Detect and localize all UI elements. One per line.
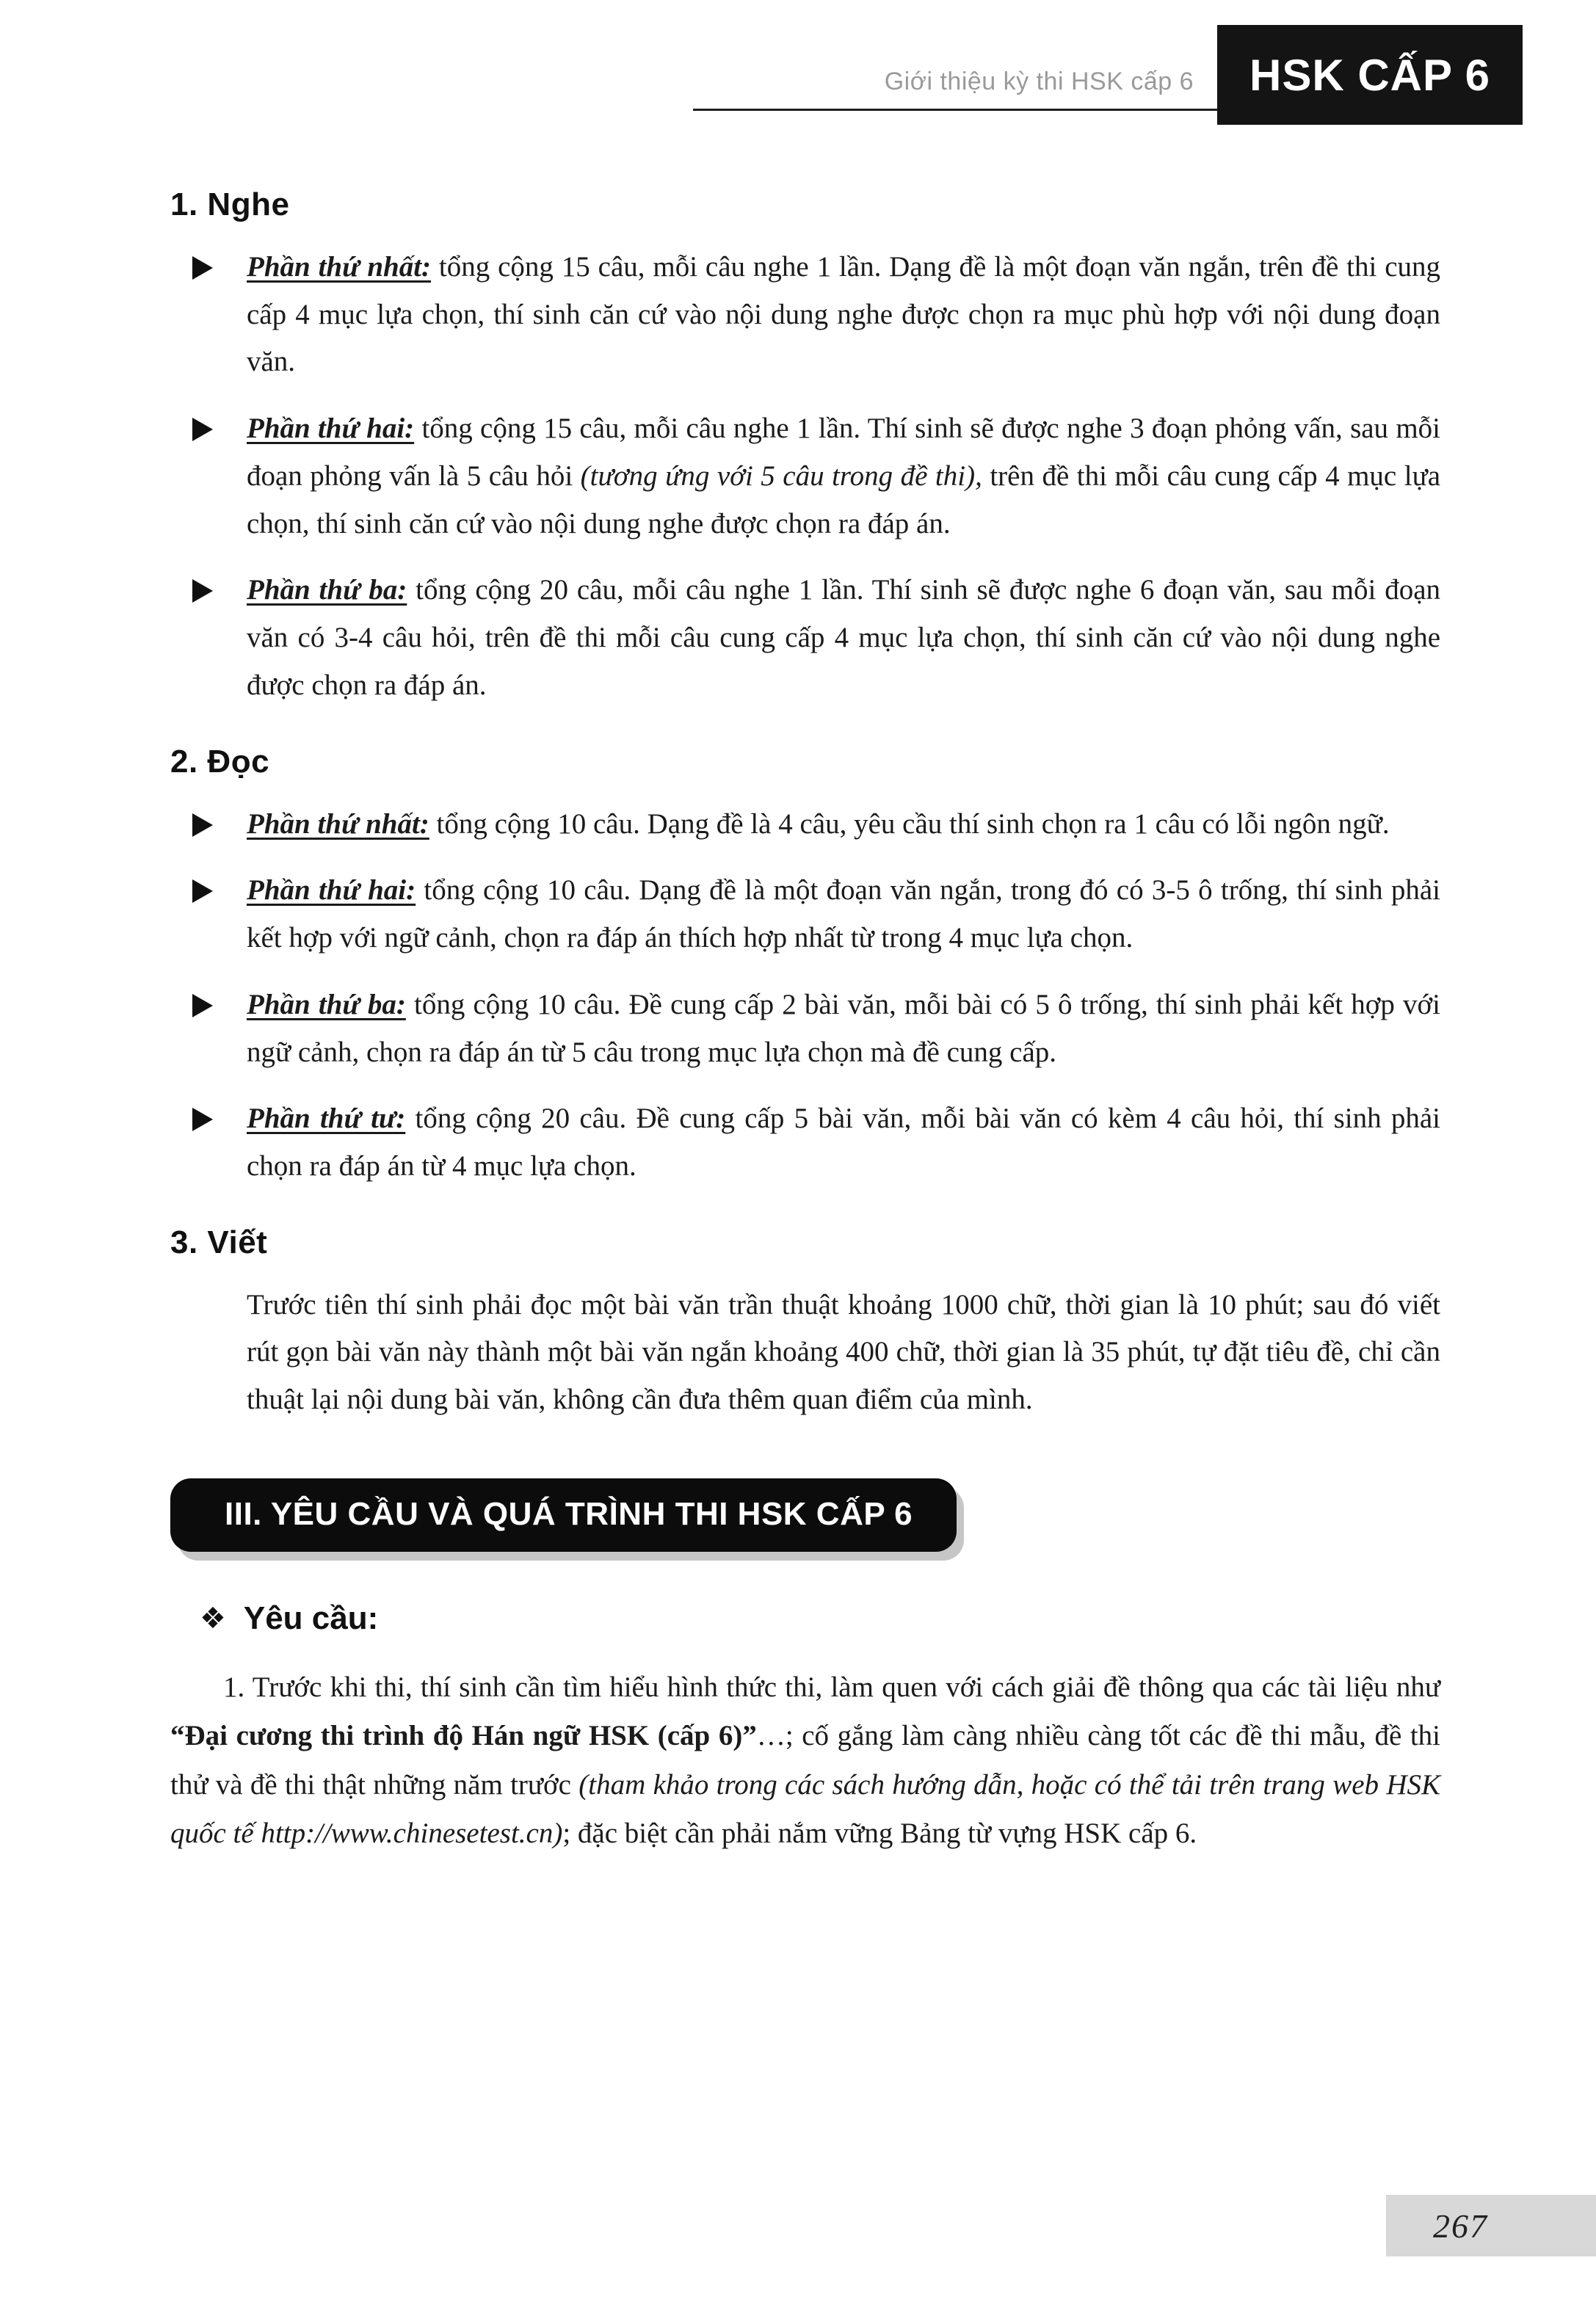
arrow-bullet-icon — [192, 1108, 213, 1131]
requirements-paragraph — [170, 1663, 1440, 1858]
item-text: tổng cộng 20 câu, mỗi câu nghe 1 lần. Thí sinh sẽ được nghe 6 đoạn văn, sau mỗi đoạn văn có 3-4 câu hỏi, trên đề thi mỗi câu cung cấp 4 mục lựa chọn, thí sinh căn cứ vào nội dung nghe được chọn ra đáp án. — [247, 574, 1441, 701]
header-rule — [693, 109, 1217, 111]
reading-item-2 — [170, 867, 1440, 962]
arrow-bullet-icon — [192, 879, 213, 903]
page-number-box — [1386, 2195, 1596, 2256]
requirements-heading — [200, 1600, 1440, 1637]
section-title-listening: 1. Nghe — [170, 186, 290, 222]
item-label: Phần thứ nhất: — [247, 807, 429, 840]
item-text: tổng cộng 10 câu. Dạng đề là một đoạn văn ngắn, trong đó có 3-5 ô trống, thí sinh phải kết hợp với ngữ cảnh, chọn ra đáp án thích hợp nhất từ trong 4 mục lựa chọn. — [247, 874, 1441, 954]
req-text-italic: (tham khảo trong các sách hướng dẫn, hoặc có thể tải trên trang web HSK quốc tế http://www.chinesetest.cn) — [170, 1768, 1441, 1849]
page-content — [170, 153, 1440, 1858]
item-text: tổng cộng 15 câu, mỗi câu nghe 1 lần. Dạng đề là một đoạn văn ngắn, trên đề thi cung cấp 4 mục lựa chọn, thí sinh căn cứ vào nội dung nghe được chọn ra mục phù hợp với nội dung đoạn văn. — [247, 251, 1441, 378]
page-header-title: Giới thiệu kỳ thi HSK cấp 6 — [884, 68, 1194, 95]
item-label: Phần thứ tư: — [247, 1103, 406, 1135]
writing-paragraph: Trước tiên thí sinh phải đọc một bài văn trần thuật khoảng 1000 chữ, thời gian là 10 phút; sau đó viết rút gọn bài văn này thành một bài văn ngắn khoảng 400 chữ, thời gian là 35 phút, tự đặt tiêu đề, chỉ cần thuật lại nội dung bài văn, không cần đưa thêm quan điểm của mình. — [247, 1288, 1440, 1416]
item-text: trên đề thi mỗi câu cung cấp 4 mục lựa chọn, thí sinh căn cứ vào nội dung nghe được chọn ra đáp án. — [247, 460, 1441, 540]
reading-item-1 — [170, 801, 1440, 849]
req-text: …; cố gắng làm càng nhiều càng tốt các đề thi mẫu, đề thi thử và đề thi thật những năm trước — [170, 1720, 1441, 1801]
hsk-level-badge: HSK CẤP 6 — [1217, 25, 1523, 125]
arrow-bullet-icon — [192, 813, 213, 837]
listening-item-2 — [170, 405, 1440, 548]
section-title-writing: 3. Viết — [170, 1224, 268, 1260]
req-text: ; đặc biệt cần phải nắm vững Bảng từ vựng HSK cấp 6. — [562, 1817, 1197, 1849]
arrow-bullet-icon — [192, 418, 213, 441]
item-label: Phần thứ nhất: — [247, 251, 432, 283]
page-number: 267 — [1433, 2207, 1488, 2245]
req-text: 1. Trước khi thi, thí sinh cần tìm hiểu hình thức thi, làm quen với cách giải đề thông qua các tài liệu như — [223, 1671, 1440, 1703]
arrow-bullet-icon — [192, 579, 213, 603]
item-text: tổng cộng 15 câu, mỗi câu nghe 1 lần. Thí sinh sẽ được nghe 3 đoạn phỏng vấn, sau mỗi đoạn phỏng vấn là 5 câu hỏi — [247, 413, 1440, 492]
req-text-bold: “Đại cương thi trình độ Hán ngữ HSK (cấp 6)” — [170, 1720, 757, 1752]
listening-item-3 — [170, 567, 1440, 709]
requirements-heading-label: Yêu cầu: — [243, 1599, 379, 1636]
item-text: tổng cộng 20 câu. Đề cung cấp 5 bài văn, mỗi bài văn có kèm 4 câu hỏi, thí sinh phải chọn ra đáp án từ 4 mục lựa chọn. — [247, 1103, 1441, 1183]
section-title-reading: 2. Đọc — [170, 743, 270, 780]
item-text: tổng cộng 10 câu. Đề cung cấp 2 bài văn, mỗi bài có 5 ô trống, thí sinh phải kết hợp với ngữ cảnh, chọn ra đáp án từ 5 câu trong mục lựa chọn mà đề cung cấp. — [247, 988, 1441, 1068]
item-label: Phần thứ ba: — [247, 988, 406, 1020]
diamond-bullet-icon: ❖ — [200, 1601, 226, 1635]
reading-item-4 — [170, 1095, 1440, 1190]
arrow-bullet-icon — [192, 994, 213, 1017]
arrow-bullet-icon — [192, 256, 213, 280]
item-label: Phần thứ hai: — [247, 874, 416, 907]
item-text-italic: (tương ứng với 5 câu trong đề thi), — [580, 460, 982, 492]
item-label: Phần thứ ba: — [247, 574, 407, 606]
listening-item-1 — [170, 244, 1440, 386]
reading-item-3 — [170, 981, 1440, 1076]
section-banner: III. YÊU CẦU VÀ QUÁ TRÌNH THI HSK CẤP 6 — [170, 1478, 957, 1552]
item-label: Phần thứ hai: — [247, 413, 415, 445]
item-text: tổng cộng 10 câu. Dạng đề là 4 câu, yêu cầu thí sinh chọn ra 1 câu có lỗi ngôn ngữ. — [436, 807, 1390, 840]
